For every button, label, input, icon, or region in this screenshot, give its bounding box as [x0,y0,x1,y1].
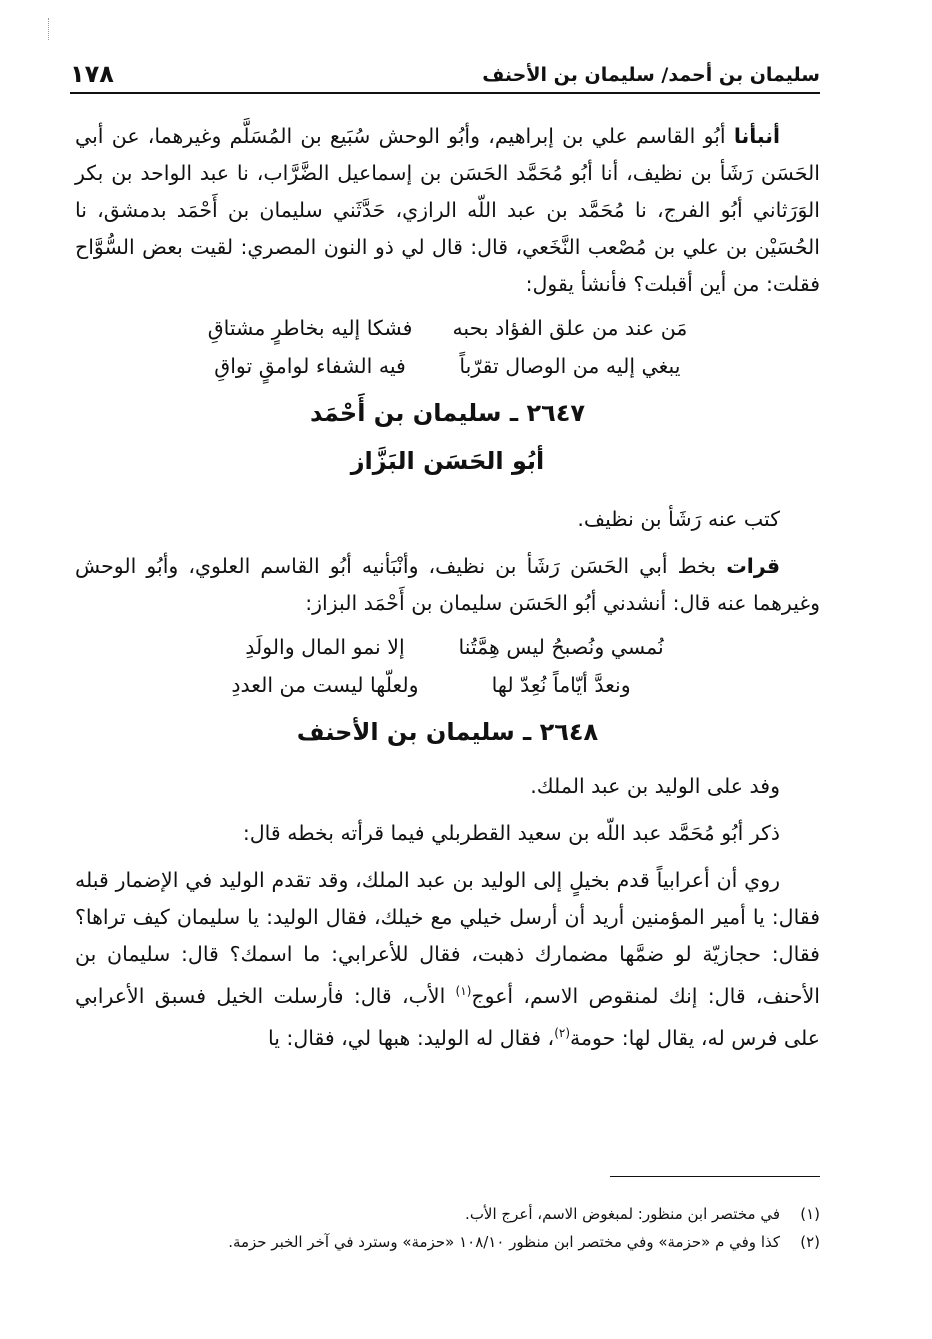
verse-line: مَن عند من علق الفؤاد بحبه [452,316,688,340]
paragraph-text: بخط أبي الحَسَن رَشَأ بن نظيف، وأنْبَأنيه أبُو القاسم العلوي، وأبُو الوحش وغيرهما عنه قال: أنشدني أبُو الحَسَن سليمان بن أَحْمَد البزاز: [75,554,820,615]
verse-line: نُمسي ونُصبحُ ليس هِمَّتُنا [458,635,664,659]
footnote-mark: (١) [800,1205,820,1223]
paragraph-reading [75,548,820,622]
poem-block-2 [75,628,820,704]
paragraph-lead: قرات [726,554,780,578]
footnote-item [75,1228,820,1256]
paragraph-narrative [75,862,820,1057]
footnote-mark: (٢) [800,1233,820,1251]
paragraph-isnad [75,118,820,303]
footnote-ref-1[interactable]: (١) [455,984,472,998]
running-title: سليمان بن أحمد/ سليمان بن الأحنف [482,64,820,86]
paragraph-lead: أنبأنا [733,124,780,148]
page-number: ١٧٨ [70,60,114,88]
verse-line: ولعلّها ليست من العددِ [231,673,419,697]
paragraph-text: أبُو القاسم علي بن إبراهيم، وأبُو الوحش سُبَيع بن المُسَلَّم وغيرهما، عن أبي الحَسَن رَشَأ بن نظيف، أنا أبُو مُحَمَّد الحَسَن بن إسماعيل الضَّرَّاب، نا عبد الواحد بن بكر الوَرَثاني أبُو الفرج، نا مُحَمَّد بن عبد اللّه الرازي، حَدَّثَني سليمان بن أَحْمَد بدمشق، نا الحُسَيْن بن علي بن مُصْعب النَّخَعي، قال: قال لي ذو النون المصري: لقيت بعض السُّوَّاح فقلت: من أين أقبلت؟ فأنشأ يقول: [75,124,820,296]
paragraph-text: روي أن أعرابياً قدم بخيلٍ إلى الوليد بن عبد الملك، وقد تقدم الوليد في الإضمار قبله فقال: يا أمير المؤمنين أريد أن أرسل خيلي مع خيلك، فقال الوليد: يا سليمان كيف تراها؟ فقال: حجازيّة لو ضمَّها مضمارك ذهبت، فقال للأعرابي: ما اسمك؟ قال: سليمان بن الأحنف، قال: إنك لمنقوص الاسم، أعوج [75,868,820,1008]
verse-line: فيه الشفاء لوامقٍ تواقِ [214,354,406,378]
page-body [75,118,820,1057]
paragraph-text: الأب، قال: فأرسلت الخيل فسبق الأعرابي على فرس له، يقال لها: حومة [75,983,820,1050]
page-header [70,52,820,94]
footnote-text: كذا وفي م «حزمة» وفي مختصر ابن منظور ١٠٨/١٠ «حزمة» وسترد في آخر الخبر حزمة. [228,1233,780,1251]
paragraph: وفد على الوليد بن عبد الملك. [530,774,780,798]
poem-right-hemistichs [452,309,687,385]
paragraph-text: ، فقال له الوليد: هبها لي، فقال: يا [267,1025,555,1050]
scan-mark [48,18,51,40]
footnote-item [75,1200,820,1228]
poem-left-hemistichs [208,309,413,385]
entry-title-2648: ٢٦٤٨ ـ سليمان بن الأحنف [296,718,599,746]
verse-line: إلا نمو المال والولَدِ [245,635,405,659]
verse-line: ونعدَّ أيّاماً نُعِدّ لها [491,673,631,697]
footnote-divider [610,1176,820,1177]
entry-subtitle-2647: أبُو الحَسَن البَزَّاز [350,447,545,475]
verse-line: فشكا إليه بخاطرٍ مشتاقِ [207,316,413,340]
paragraph: ذكر أبُو مُحَمَّد عبد اللّه بن سعيد القطربلي فيما قرأته بخطه قال: [242,821,780,845]
poem-right-hemistichs [459,628,664,704]
footnote-ref-2[interactable]: (٢) [554,1025,571,1040]
paragraph: كتب عنه رَشَأ بن نظيف. [577,507,780,531]
footnotes [75,1200,820,1256]
footnote-text: في مختصر ابن منظور: لمبغوض الاسم، أعرج الأب. [465,1205,780,1223]
poem-block-1 [75,309,820,385]
poem-left-hemistichs [231,628,418,704]
verse-line: يبغي إليه من الوصال تقرّباً [459,354,681,378]
entry-title-2647: ٢٦٤٧ ـ سليمان بن أَحْمَد [309,399,586,427]
